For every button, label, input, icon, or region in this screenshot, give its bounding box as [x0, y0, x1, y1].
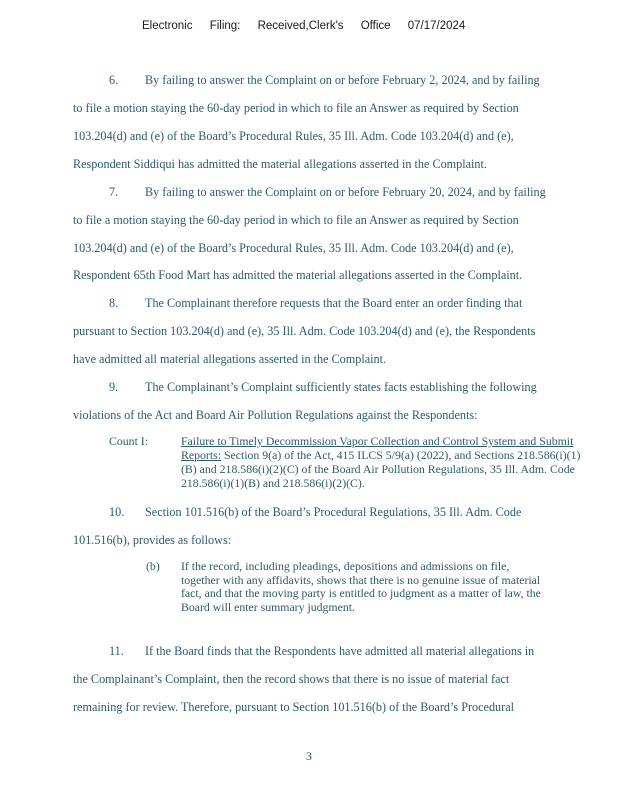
paragraph-line: remaining for review. Therefore, pursuant to Section 101.516(b) of the Board’s Procedural — [73, 700, 514, 714]
paragraph-line: 103.204(d) and (e) of the Board’s Procedural Rules, 35 Ill. Adm. Code 103.204(d) and (e), — [73, 129, 514, 143]
header-received: Received,Clerk's — [257, 20, 344, 32]
paragraph-line: Respondent Siddiqui has admitted the material allegations asserted in the Complaint. — [73, 157, 487, 171]
paragraph-number: 6. — [109, 73, 119, 87]
paragraph-number: 11. — [109, 644, 124, 658]
header-date: 07/17/2024 — [407, 20, 466, 32]
header-office: Office — [360, 20, 391, 32]
header-filing: Filing: — [209, 20, 241, 32]
paragraph-line: 10. Section 101.516(b) of the Board’s Procedural Regulations, 35 Ill. Adm. Code — [109, 505, 522, 519]
filing-stamp-header — [142, 20, 479, 32]
quote-label: (b) — [146, 559, 160, 573]
paragraph-number: 9. — [109, 380, 119, 394]
paragraph-number: 7. — [109, 185, 119, 199]
paragraph-line: pursuant to Section 103.204(d) and (e), 35 Ill. Adm. Code 103.204(d) and (e), the Respondents — [73, 324, 536, 338]
count-label: Count I: — [109, 434, 148, 448]
paragraph-number: 8. — [109, 296, 119, 310]
paragraph-line: to file a motion staying the 60-day period in which to file an Answer as required by Section — [73, 101, 519, 115]
paragraph-line: 103.204(d) and (e) of the Board’s Procedural Rules, 35 Ill. Adm. Code 103.204(d) and (e), — [73, 241, 514, 255]
paragraph-line: have admitted all material allegations asserted in the Complaint. — [73, 352, 387, 366]
paragraph-line: violations of the Act and Board Air Pollution Regulations against the Respondents: — [73, 408, 478, 422]
paragraph-line: 11. If the Board finds that the Respondents have admitted all material allegations in — [109, 644, 535, 658]
count-title: Failure to Timely Decommission Vapor Collection and Control System and Submit Reports: — [181, 434, 574, 462]
paragraph-line: 8. The Complainant therefore requests that the Board enter an order finding that — [109, 296, 523, 310]
paragraph-line: the Complainant’s Complaint, then the record shows that there is no issue of material fact — [73, 672, 510, 686]
count-description — [181, 434, 586, 490]
paragraph-line: 9. The Complainant’s Complaint sufficiently states facts establishing the following — [109, 380, 537, 394]
paragraph-line: 101.516(b), provides as follows: — [73, 533, 232, 547]
count-text: Section 9(a) of the Act, 415 ILCS 5/9(a) (2022), and Sections 218.586(i)(1)(B) and 218.586(i)(2)(C) of the Board Air Pollution Regulations, 35 Ill. Adm. Code 218.586(i)(1)(B) and 218.586(i)(2)(C). — [181, 448, 581, 490]
paragraph-number: 10. — [109, 505, 125, 519]
quote-text: If the record, including pleadings, depositions and admissions on file, together with any affidavits, shows that there is no genuine issue of material fact, and that the moving party is entitled to judgment as a matter of law, the Board will enter summary judgment. — [181, 559, 541, 614]
paragraph-line: 7. By failing to answer the Complaint on or before February 20, 2024, and by failing — [109, 185, 546, 199]
paragraph-line: 6. By failing to answer the Complaint on or before February 2, 2024, and by failing — [109, 73, 540, 87]
page-number: 3 — [306, 749, 312, 763]
paragraph-line: Respondent 65th Food Mart has admitted the material allegations asserted in the Complaint. — [73, 268, 523, 282]
header-electronic: Electronic — [142, 20, 193, 32]
paragraph-line: to file a motion staying the 60-day period in which to file an Answer as required by Section — [73, 213, 519, 227]
